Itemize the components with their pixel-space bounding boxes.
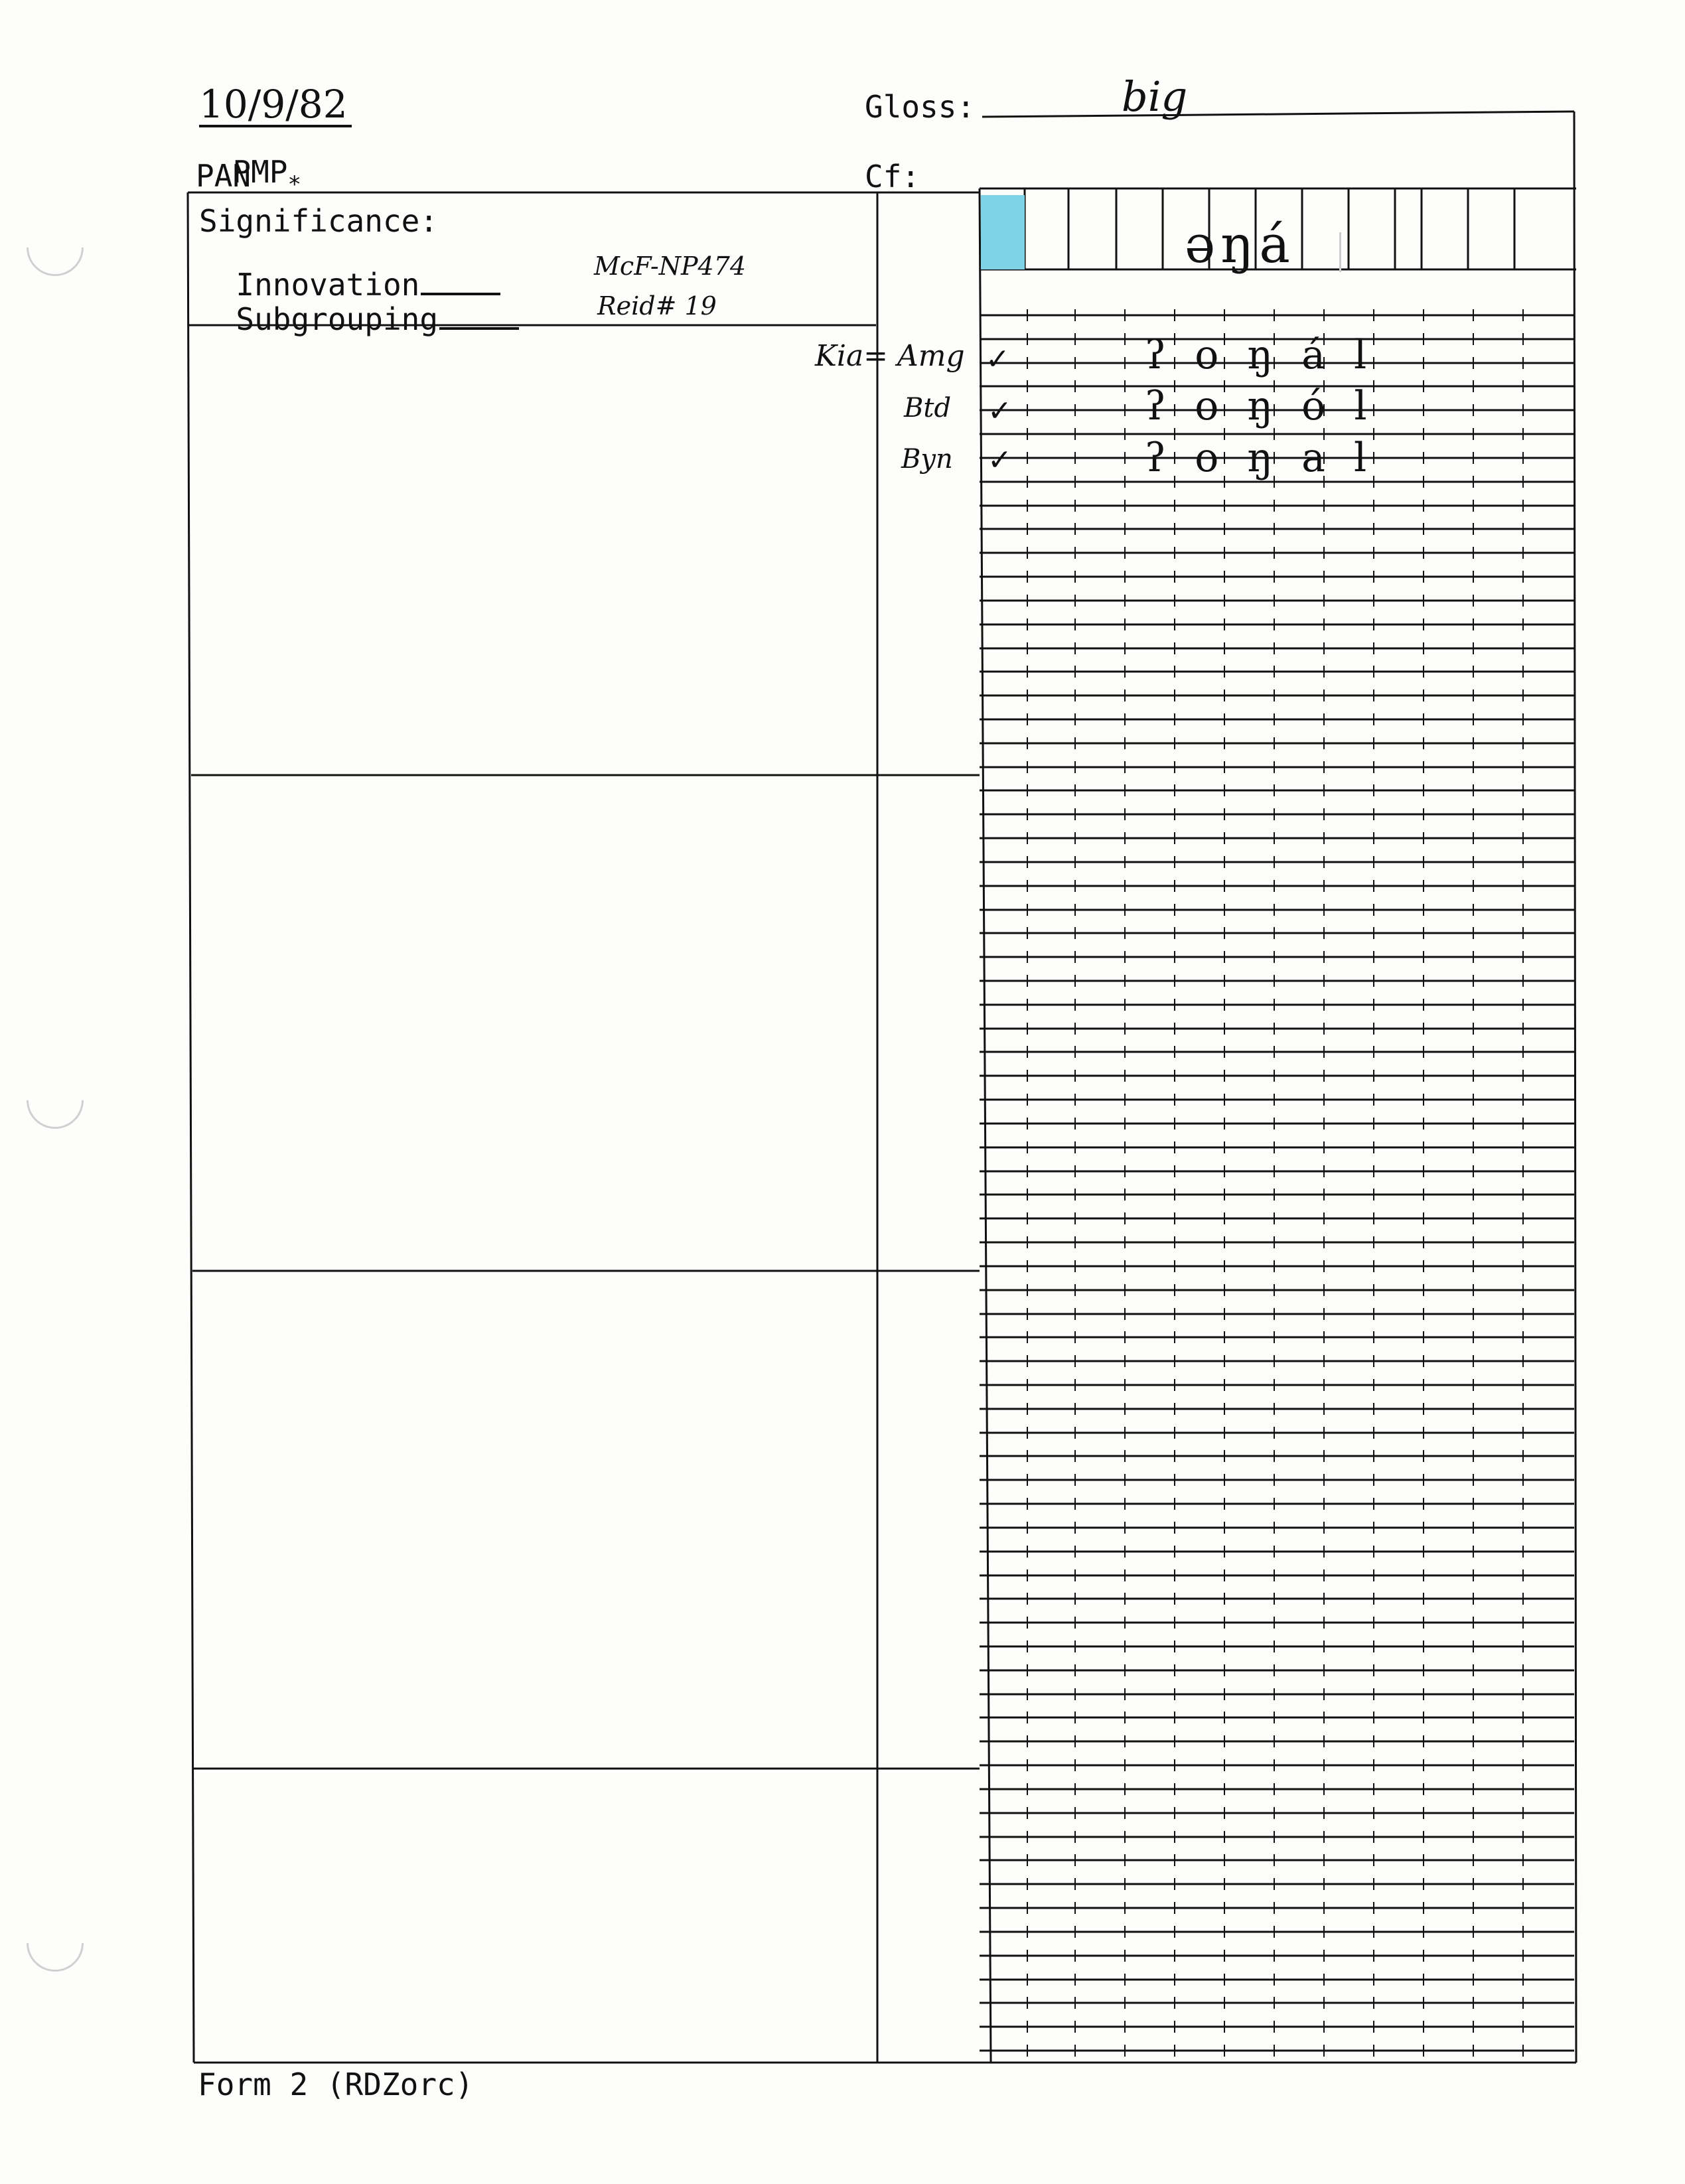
- form-footer: Form 2 (RDZorc): [198, 2067, 474, 2102]
- cf-label: Cf:: [865, 159, 920, 194]
- pmp-star: *: [287, 171, 301, 198]
- lang-amg: Kia= Amg: [815, 339, 965, 373]
- box-left: [188, 192, 194, 2063]
- gloss-value: big: [1122, 72, 1188, 121]
- form-byn: ʔ o ŋ a l: [1145, 435, 1375, 481]
- right-border: [1574, 111, 1576, 2063]
- pan-label: PAN: [196, 158, 252, 194]
- lang-byn: Byn: [901, 444, 953, 474]
- date: 10/9/82: [199, 85, 352, 127]
- significance-title: Significance:: [199, 203, 439, 239]
- innovation-label: Innovation: [236, 267, 420, 303]
- gloss-underline: [982, 111, 1574, 117]
- form-btd: ʔ o ŋ ó l: [1145, 383, 1375, 429]
- check-amg: ✓: [986, 342, 1010, 376]
- subgrouping-blank: [439, 322, 519, 330]
- form-amg: ʔ o ŋ á l: [1145, 332, 1375, 378]
- protoform-end-mark: [1339, 232, 1341, 272]
- subgrouping-field: [199, 273, 519, 337]
- reference-mcfarland: McF-NP474: [594, 252, 747, 281]
- highlight-cell: [981, 195, 1025, 269]
- pmp-text: PMP: [232, 154, 288, 190]
- protoform: əŋá: [1185, 215, 1295, 275]
- check-btd: ✓: [988, 394, 1012, 428]
- check-byn: ✓: [988, 443, 1012, 477]
- reference-reid: Reid# 19: [597, 291, 717, 321]
- lang-btd: Btd: [904, 393, 952, 423]
- subgrouping-label: Subgrouping: [236, 301, 439, 337]
- gloss-label: Gloss:: [865, 89, 976, 125]
